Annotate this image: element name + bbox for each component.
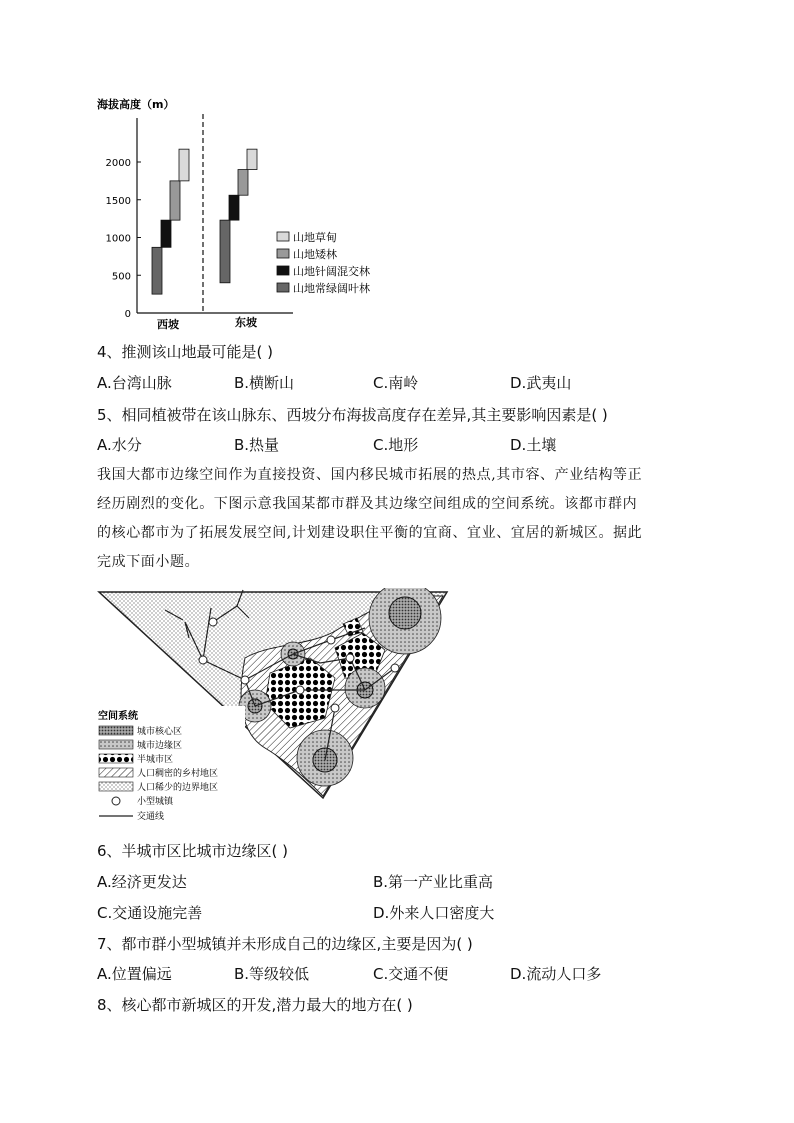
urban-core [389, 597, 421, 629]
legend-dense-rural: 人口稠密的乡村地区 [137, 769, 219, 779]
legend-swatch [277, 232, 289, 241]
vegetation-band-bar [220, 220, 230, 283]
legend-core: 城市核心区 [137, 727, 183, 737]
q5-option-b[interactable]: B.热量 [234, 436, 280, 454]
q5-option-c[interactable]: C.地形 [373, 436, 419, 454]
legend-swatch [277, 283, 289, 292]
vegetation-band-bar [247, 149, 257, 169]
category-label-west: 西坡 [157, 318, 179, 331]
vegetation-band-bar [229, 195, 239, 220]
q6-option-b[interactable]: B.第一产业比重高 [373, 873, 494, 891]
legend-semi-urban: 半城市区 [137, 755, 174, 765]
legend-sparse-border: 人口稀少的边界地区 [137, 783, 219, 793]
legend-swatch [277, 249, 289, 258]
spatial-system-map [95, 588, 455, 830]
legend-label: 山地矮林 [293, 248, 337, 261]
passage-line: 完成下面小题。 [97, 554, 200, 570]
q7-option-c[interactable]: C.交通不便 [373, 965, 449, 983]
q6-option-a[interactable]: A.经济更发达 [97, 873, 187, 891]
passage-line: 我国大都市边缘空间作为直接投资、国内移民城市拓展的热点,其市容、产业结构等正 [97, 467, 643, 483]
q4-option-b[interactable]: B.横断山 [234, 374, 295, 392]
vegetation-band-bar [170, 181, 180, 220]
q5-option-a[interactable]: A.水分 [97, 436, 142, 454]
question-6: 6、半城市区比城市边缘区( ) [97, 842, 289, 860]
question-5: 5、相同植被带在该山脉东、西坡分布海拔高度存在差异,其主要影响因素是( ) [97, 406, 608, 424]
question-4: 4、推测该山地最可能是( ) [97, 343, 274, 361]
legend-label: 山地针阔混交林 [293, 265, 370, 278]
legend-label: 山地常绿阔叶林 [293, 282, 370, 295]
q7-option-d[interactable]: D.流动人口多 [510, 965, 602, 983]
legend-swatch [277, 266, 289, 275]
vegetation-band-bar [238, 170, 248, 196]
q6-option-d[interactable]: D.外来人口密度大 [373, 904, 495, 922]
map-legend-title: 空间系统 [98, 711, 138, 722]
altitude-chart [95, 92, 395, 332]
legend-edge: 城市边缘区 [137, 741, 183, 751]
legend-transport-line: 交通线 [137, 812, 165, 822]
legend-small-town: 小型城镇 [137, 797, 174, 807]
q6-option-c[interactable]: C.交通设施完善 [97, 904, 203, 922]
category-label-east: 东坡 [235, 316, 257, 329]
question-7: 7、都市群小型城镇并未形成自己的边缘区,主要是因为( ) [97, 935, 473, 953]
passage-line: 经历剧烈的变化。下图示意我国某都市群及其边缘空间组成的空间系统。该都市群内 [97, 496, 638, 512]
question-8: 8、核心都市新城区的开发,潜力最大的地方在( ) [97, 996, 413, 1014]
vegetation-band-bar [152, 247, 162, 294]
y-tick-label: 1000 [105, 233, 131, 245]
y-axis-label: 海拔高度（m） [97, 98, 175, 111]
y-tick-label: 1500 [105, 195, 131, 207]
y-tick-label: 500 [111, 271, 131, 283]
q7-option-b[interactable]: B.等级较低 [234, 965, 310, 983]
passage-line: 的核心都市为了拓展发展空间,计划建设职住平衡的宜商、宜业、宜居的新城区。据此 [97, 525, 643, 541]
vegetation-band-bar [161, 220, 171, 247]
legend-label: 山地草甸 [293, 231, 337, 244]
q4-option-a[interactable]: A.台湾山脉 [97, 374, 172, 392]
q4-option-c[interactable]: C.南岭 [373, 374, 419, 392]
q4-option-d[interactable]: D.武夷山 [510, 374, 572, 392]
passage [97, 461, 697, 577]
vegetation-band-bar [179, 149, 189, 181]
q5-option-d[interactable]: D.土壤 [510, 436, 557, 454]
y-tick-label: 2000 [105, 158, 131, 169]
y-tick-label: 0 [124, 309, 131, 320]
q7-option-a[interactable]: A.位置偏远 [97, 965, 172, 983]
